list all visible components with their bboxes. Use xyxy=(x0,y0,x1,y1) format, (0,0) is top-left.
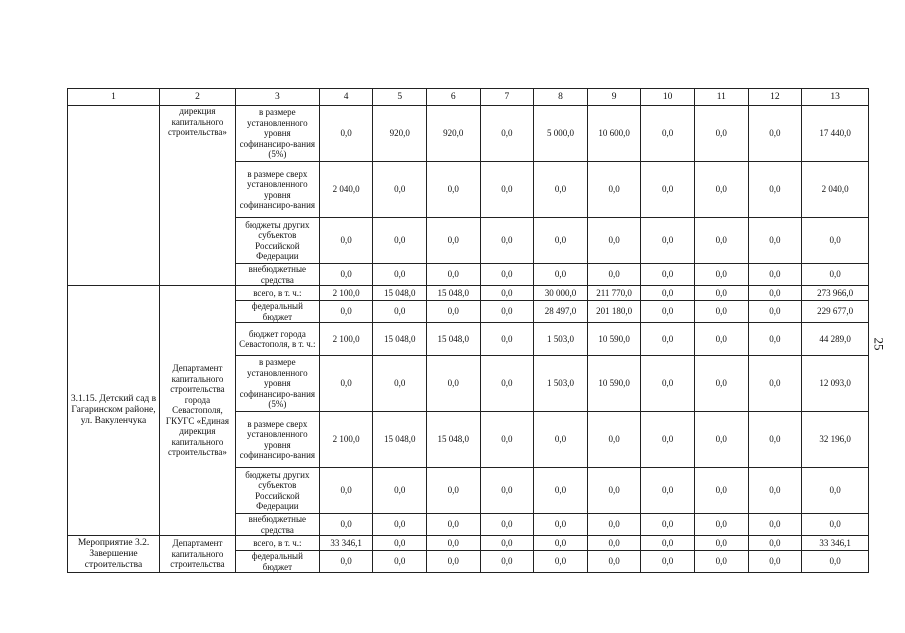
measure-name-cell: 3.1.15. Детский сад в Гагаринском районе, ул. Вакуленчука xyxy=(68,286,160,536)
header-cell: 8 xyxy=(534,89,588,106)
amount-cell: 15 048,0 xyxy=(427,412,481,468)
amount-cell: 0,0 xyxy=(748,301,802,323)
header-row xyxy=(68,89,869,106)
funding-source-cell: бюджеты других субъектов Российской Федерации xyxy=(235,468,319,514)
amount-cell: 12 093,0 xyxy=(802,356,869,412)
amount-cell: 0,0 xyxy=(480,286,534,301)
amount-cell: 0,0 xyxy=(319,264,373,286)
amount-cell: 1 503,0 xyxy=(534,323,588,356)
amount-cell: 10 590,0 xyxy=(587,356,641,412)
amount-cell: 0,0 xyxy=(480,264,534,286)
amount-cell: 0,0 xyxy=(319,301,373,323)
amount-cell: 2 100,0 xyxy=(319,412,373,468)
amount-cell: 0,0 xyxy=(694,551,748,573)
amount-cell: 0,0 xyxy=(587,412,641,468)
amount-cell: 0,0 xyxy=(480,412,534,468)
header-cell: 9 xyxy=(587,89,641,106)
funding-source-cell: в размере сверх установленного уровня софинансиро-вания xyxy=(235,412,319,468)
amount-cell: 0,0 xyxy=(748,286,802,301)
amount-cell: 0,0 xyxy=(427,162,481,218)
header-cell: 7 xyxy=(480,89,534,106)
amount-cell: 17 440,0 xyxy=(802,106,869,162)
amount-cell: 44 289,0 xyxy=(802,323,869,356)
funding-source-cell: всего, в т. ч.: xyxy=(235,536,319,551)
amount-cell: 0,0 xyxy=(534,218,588,264)
amount-cell: 0,0 xyxy=(480,536,534,551)
amount-cell: 0,0 xyxy=(534,468,588,514)
funding-source-cell: всего, в т. ч.: xyxy=(235,286,319,301)
amount-cell: 0,0 xyxy=(319,514,373,536)
amount-cell: 0,0 xyxy=(373,356,427,412)
amount-cell: 0,0 xyxy=(641,468,695,514)
amount-cell: 0,0 xyxy=(748,536,802,551)
amount-cell: 0,0 xyxy=(748,551,802,573)
amount-cell: 0,0 xyxy=(427,514,481,536)
amount-cell: 32 196,0 xyxy=(802,412,869,468)
amount-cell: 0,0 xyxy=(694,412,748,468)
executor-cell: Департамент капитального строительства xyxy=(160,536,236,573)
amount-cell: 2 040,0 xyxy=(319,162,373,218)
amount-cell: 0,0 xyxy=(427,536,481,551)
funding-source-cell: в размере установленного уровня софинансиро-вания (5%) xyxy=(235,356,319,412)
table-body xyxy=(68,106,869,573)
amount-cell: 0,0 xyxy=(373,264,427,286)
amount-cell: 0,0 xyxy=(641,264,695,286)
header-cell: 1 xyxy=(68,89,160,106)
amount-cell: 0,0 xyxy=(587,536,641,551)
amount-cell: 2 100,0 xyxy=(319,286,373,301)
amount-cell: 0,0 xyxy=(373,301,427,323)
amount-cell: 15 048,0 xyxy=(373,286,427,301)
amount-cell: 5 000,0 xyxy=(534,106,588,162)
amount-cell: 0,0 xyxy=(373,468,427,514)
amount-cell: 0,0 xyxy=(694,286,748,301)
amount-cell: 0,0 xyxy=(802,514,869,536)
amount-cell: 0,0 xyxy=(480,106,534,162)
amount-cell: 0,0 xyxy=(748,412,802,468)
table-row xyxy=(68,286,869,301)
page-number: 25 xyxy=(871,337,887,351)
header-cell: 12 xyxy=(748,89,802,106)
amount-cell: 0,0 xyxy=(373,551,427,573)
amount-cell: 0,0 xyxy=(534,536,588,551)
table-row xyxy=(68,106,869,162)
header-cell: 11 xyxy=(694,89,748,106)
amount-cell: 28 497,0 xyxy=(534,301,588,323)
amount-cell: 0,0 xyxy=(748,468,802,514)
funding-source-cell: федеральный бюджет xyxy=(235,551,319,573)
header-cell: 5 xyxy=(373,89,427,106)
amount-cell: 0,0 xyxy=(641,286,695,301)
amount-cell: 0,0 xyxy=(748,106,802,162)
amount-cell: 0,0 xyxy=(373,514,427,536)
amount-cell: 0,0 xyxy=(694,536,748,551)
executor-cell: Департамент капитального строительства города Севастополя, ГКУГС «Единая дирекция капитального строительства» xyxy=(160,286,236,536)
amount-cell: 0,0 xyxy=(641,323,695,356)
amount-cell: 15 048,0 xyxy=(427,286,481,301)
amount-cell: 0,0 xyxy=(480,514,534,536)
amount-cell: 0,0 xyxy=(802,264,869,286)
amount-cell: 0,0 xyxy=(641,514,695,536)
amount-cell: 0,0 xyxy=(694,301,748,323)
amount-cell: 0,0 xyxy=(319,356,373,412)
amount-cell: 15 048,0 xyxy=(373,412,427,468)
amount-cell: 0,0 xyxy=(587,551,641,573)
amount-cell: 0,0 xyxy=(319,218,373,264)
header-cell: 10 xyxy=(641,89,695,106)
amount-cell: 0,0 xyxy=(748,264,802,286)
amount-cell: 0,0 xyxy=(641,301,695,323)
amount-cell: 0,0 xyxy=(641,218,695,264)
amount-cell: 0,0 xyxy=(694,106,748,162)
amount-cell: 10 590,0 xyxy=(587,323,641,356)
amount-cell: 0,0 xyxy=(748,218,802,264)
funding-source-cell: внебюджетные средства xyxy=(235,264,319,286)
amount-cell: 0,0 xyxy=(480,301,534,323)
amount-cell: 0,0 xyxy=(534,551,588,573)
amount-cell: 0,0 xyxy=(427,356,481,412)
amount-cell: 0,0 xyxy=(427,301,481,323)
amount-cell: 0,0 xyxy=(694,356,748,412)
amount-cell: 0,0 xyxy=(748,514,802,536)
amount-cell: 2 040,0 xyxy=(802,162,869,218)
amount-cell: 0,0 xyxy=(373,536,427,551)
amount-cell: 211 770,0 xyxy=(587,286,641,301)
header-cell: 4 xyxy=(319,89,373,106)
table-header xyxy=(68,89,869,106)
amount-cell: 229 677,0 xyxy=(802,301,869,323)
amount-cell: 0,0 xyxy=(427,551,481,573)
amount-cell: 0,0 xyxy=(587,468,641,514)
funding-source-cell: бюджеты других субъектов Российской Федерации xyxy=(235,218,319,264)
amount-cell: 0,0 xyxy=(641,536,695,551)
amount-cell: 920,0 xyxy=(373,106,427,162)
header-cell: 2 xyxy=(160,89,236,106)
amount-cell: 0,0 xyxy=(694,162,748,218)
amount-cell: 0,0 xyxy=(694,323,748,356)
amount-cell: 0,0 xyxy=(373,218,427,264)
header-cell: 13 xyxy=(802,89,869,106)
amount-cell: 0,0 xyxy=(480,356,534,412)
amount-cell: 0,0 xyxy=(641,412,695,468)
amount-cell: 0,0 xyxy=(587,514,641,536)
amount-cell: 33 346,1 xyxy=(802,536,869,551)
amount-cell: 2 100,0 xyxy=(319,323,373,356)
amount-cell: 920,0 xyxy=(427,106,481,162)
amount-cell: 0,0 xyxy=(748,356,802,412)
amount-cell: 0,0 xyxy=(641,106,695,162)
header-cell: 6 xyxy=(427,89,481,106)
amount-cell: 0,0 xyxy=(802,551,869,573)
amount-cell: 33 346,1 xyxy=(319,536,373,551)
amount-cell: 0,0 xyxy=(480,218,534,264)
amount-cell: 1 503,0 xyxy=(534,356,588,412)
funding-source-cell: федеральный бюджет xyxy=(235,301,319,323)
measure-name-cell: Мероприятие 3.2. Завершение строительства xyxy=(68,536,160,573)
amount-cell: 0,0 xyxy=(534,514,588,536)
amount-cell: 273 966,0 xyxy=(802,286,869,301)
amount-cell: 0,0 xyxy=(427,218,481,264)
amount-cell: 0,0 xyxy=(480,162,534,218)
amount-cell: 0,0 xyxy=(480,323,534,356)
amount-cell: 0,0 xyxy=(802,468,869,514)
amount-cell: 0,0 xyxy=(694,218,748,264)
funding-source-cell: бюджет города Севастополя, в т. ч.: xyxy=(235,323,319,356)
amount-cell: 15 048,0 xyxy=(427,323,481,356)
amount-cell: 0,0 xyxy=(587,264,641,286)
amount-cell: 0,0 xyxy=(534,264,588,286)
amount-cell: 0,0 xyxy=(480,551,534,573)
amount-cell: 0,0 xyxy=(694,514,748,536)
amount-cell: 0,0 xyxy=(427,468,481,514)
executor-cell: дирекция капитального строительства» xyxy=(160,106,236,286)
amount-cell: 10 600,0 xyxy=(587,106,641,162)
amount-cell: 0,0 xyxy=(427,264,481,286)
table-row xyxy=(68,536,869,551)
amount-cell: 0,0 xyxy=(694,468,748,514)
amount-cell: 0,0 xyxy=(319,551,373,573)
amount-cell: 0,0 xyxy=(534,412,588,468)
amount-cell: 15 048,0 xyxy=(373,323,427,356)
amount-cell: 0,0 xyxy=(748,162,802,218)
funding-source-cell: в размере установленного уровня софинансиро-вания (5%) xyxy=(235,106,319,162)
amount-cell: 0,0 xyxy=(587,218,641,264)
document-page xyxy=(67,88,869,573)
amount-cell: 30 000,0 xyxy=(534,286,588,301)
amount-cell: 0,0 xyxy=(534,162,588,218)
amount-cell: 0,0 xyxy=(373,162,427,218)
amount-cell: 0,0 xyxy=(694,264,748,286)
funding-table xyxy=(67,88,869,573)
measure-name-cell xyxy=(68,106,160,286)
amount-cell: 0,0 xyxy=(641,551,695,573)
amount-cell: 0,0 xyxy=(641,162,695,218)
amount-cell: 201 180,0 xyxy=(587,301,641,323)
amount-cell: 0,0 xyxy=(748,323,802,356)
funding-source-cell: в размере сверх установленного уровня софинансиро-вания xyxy=(235,162,319,218)
amount-cell: 0,0 xyxy=(480,468,534,514)
amount-cell: 0,0 xyxy=(319,468,373,514)
funding-source-cell: внебюджетные средства xyxy=(235,514,319,536)
amount-cell: 0,0 xyxy=(319,106,373,162)
header-cell: 3 xyxy=(235,89,319,106)
amount-cell: 0,0 xyxy=(587,162,641,218)
amount-cell: 0,0 xyxy=(641,356,695,412)
amount-cell: 0,0 xyxy=(802,218,869,264)
